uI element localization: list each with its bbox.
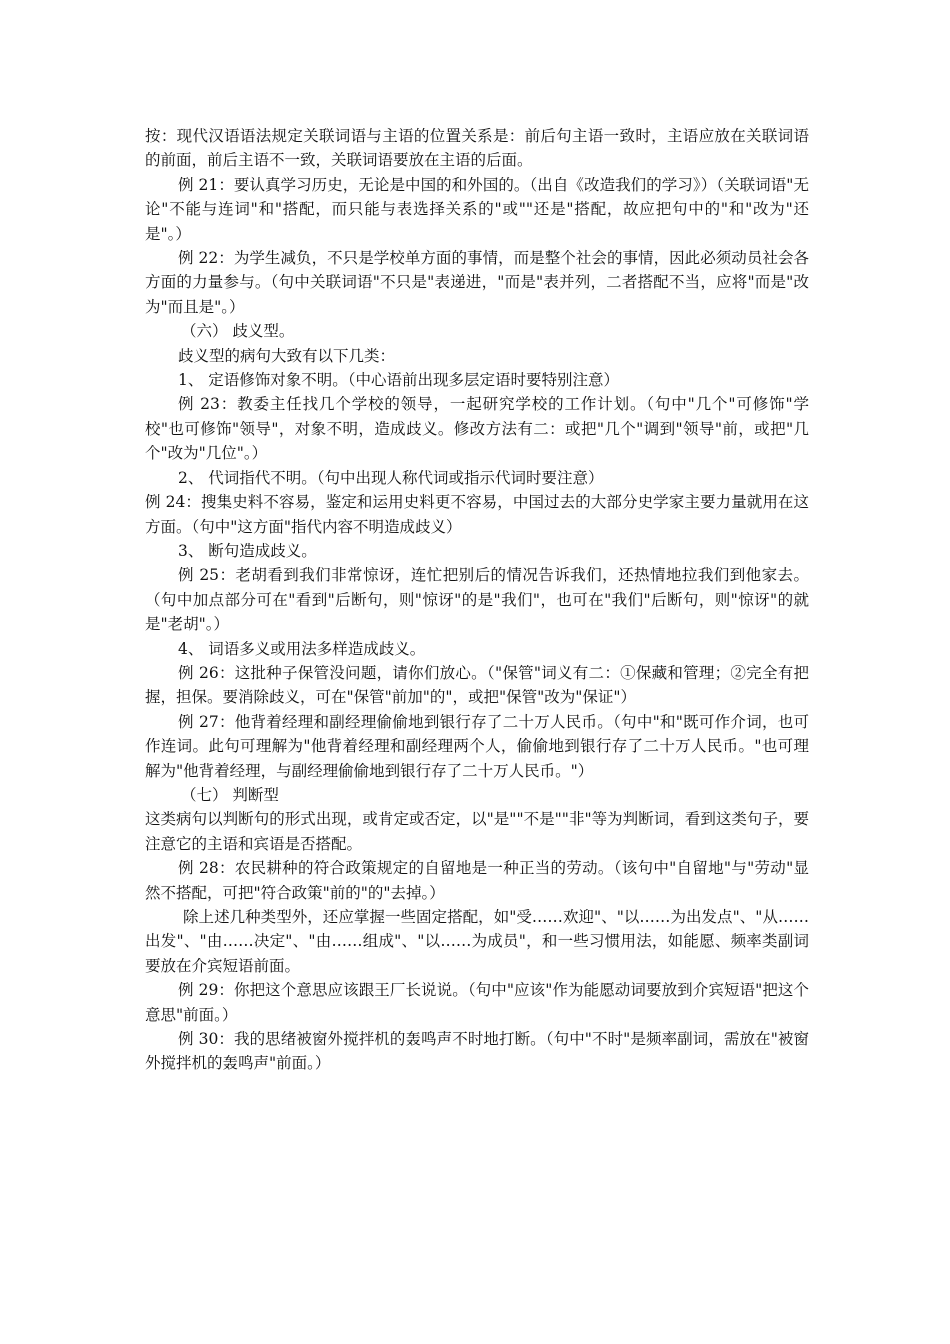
section-heading-judgment: （七） 判断型 [181, 785, 279, 804]
paragraph-fixed-collocations: 除上述几种类型外，还应掌握一些固定搭配，如"受……欢迎"、"以……为出发点"、"从……出发"、"由……决定"、"由……组成"、"以……为成员"，和一些习惯用法，如能愿、频率类副词要放在介宾短语前面。 [145, 908, 809, 975]
paragraph-example-24: 例 24：搜集史料不容易，鉴定和运用史料更不容易，中国过去的大部分史学家主要力量就用在这方面。（句中"这方面"指代内容不明造成歧义） [145, 493, 809, 536]
paragraph-note: 按：现代汉语语法规定关联词语与主语的位置关系是：前后句主语一致时，主语应放在关联词语的前面，前后主语不一致，关联词语要放在主语的后面。 [145, 127, 809, 170]
paragraph-ambiguity-intro: 歧义型的病句大致有以下几类： [178, 346, 396, 365]
paragraph-example-30: 例 30：我的思绪被窗外搅拌机的轰鸣声不时地打断。（句中"不时"是频率副词，需放在"被窗外搅拌机的轰鸣声"前面。） [145, 1030, 809, 1073]
paragraph-judgment-intro: 这类病句以判断句的形式出现，或肯定或否定，以"是""不是""非"等为判断词，看到这类句子，要注意它的主语和宾语是否搭配。 [145, 810, 809, 853]
paragraph-example-26: 例 26：这批种子保管没问题，请你们放心。（"保管"词义有二：①保藏和管理；②完全有把握，担保。要消除歧义，可在"保管"前加"的"，或把"保管"改为"保证"） [145, 663, 809, 707]
paragraph-example-28: 例 28：农民耕种的符合政策规定的自留地是一种正当的劳动。（该句中"自留地"与"劳动"显然不搭配，可把"符合政策"前的"的"去掉。） [145, 859, 809, 902]
paragraph-example-27: 例 27：他背着经理和副经理偷偷地到银行存了二十万人民币。（句中"和"既可作介词，也可作连词。此句可理解为"他背着经理和副经理两个人，偷偷地到银行存了二十万人民币。"也可理解为"他背着经理，与副经理偷偷地到银行存了二十万人民币。"） [145, 712, 809, 780]
subheading-1: 1、 定语修饰对象不明。（中心语前出现多层定语时要特别注意） [178, 371, 620, 390]
subheading-3: 3、 断句造成歧义。 [178, 541, 317, 560]
section-heading-ambiguity: （六） 歧义型。 [181, 322, 295, 341]
subheading-2: 2、 代词指代不明。（句中出现人称代词或指示代词时要注意） [178, 468, 604, 487]
subheading-4: 4、 词语多义或用法多样造成歧义。 [178, 639, 426, 658]
paragraph-example-22: 例 22：为学生减负，不只是学校单方面的事情，而是整个社会的事情，因此必须动员社会各方面的力量参与。（句中关联词语"不只是"表递进，"而是"表并列，二者搭配不当，应将"而是"改为"而且是"。） [145, 249, 809, 316]
document-body [145, 124, 809, 1076]
paragraph-example-21: 例 21：要认真学习历史，无论是中国的和外国的。（出自《改造我们的学习》）（关联词语"无论"不能与连词"和"搭配，而只能与表选择关系的"或""还是"搭配，故应把句中的"和"改为"还是"。） [145, 175, 809, 243]
paragraph-example-25: 例 25：老胡看到我们非常惊讶，连忙把别后的情况告诉我们，还热情地拉我们到他家去。（句中加点部分可在"看到"后断句，则"惊讶"的是"我们"，也可在"我们"后断句，则"惊讶"的就是"老胡"。） [145, 566, 809, 634]
paragraph-example-29: 例 29：你把这个意思应该跟王厂长说说。（句中"应该"作为能愿动词要放到介宾短语"把这个意思"前面。） [145, 981, 809, 1024]
paragraph-example-23: 例 23：教委主任找几个学校的领导，一起研究学校的工作计划。（句中"几个"可修饰"学校"也可修饰"领导"，对象不明，造成歧义。修改方法有二：或把"几个"调到"领导"前，或把"几个"改为"几位"。） [145, 395, 809, 463]
